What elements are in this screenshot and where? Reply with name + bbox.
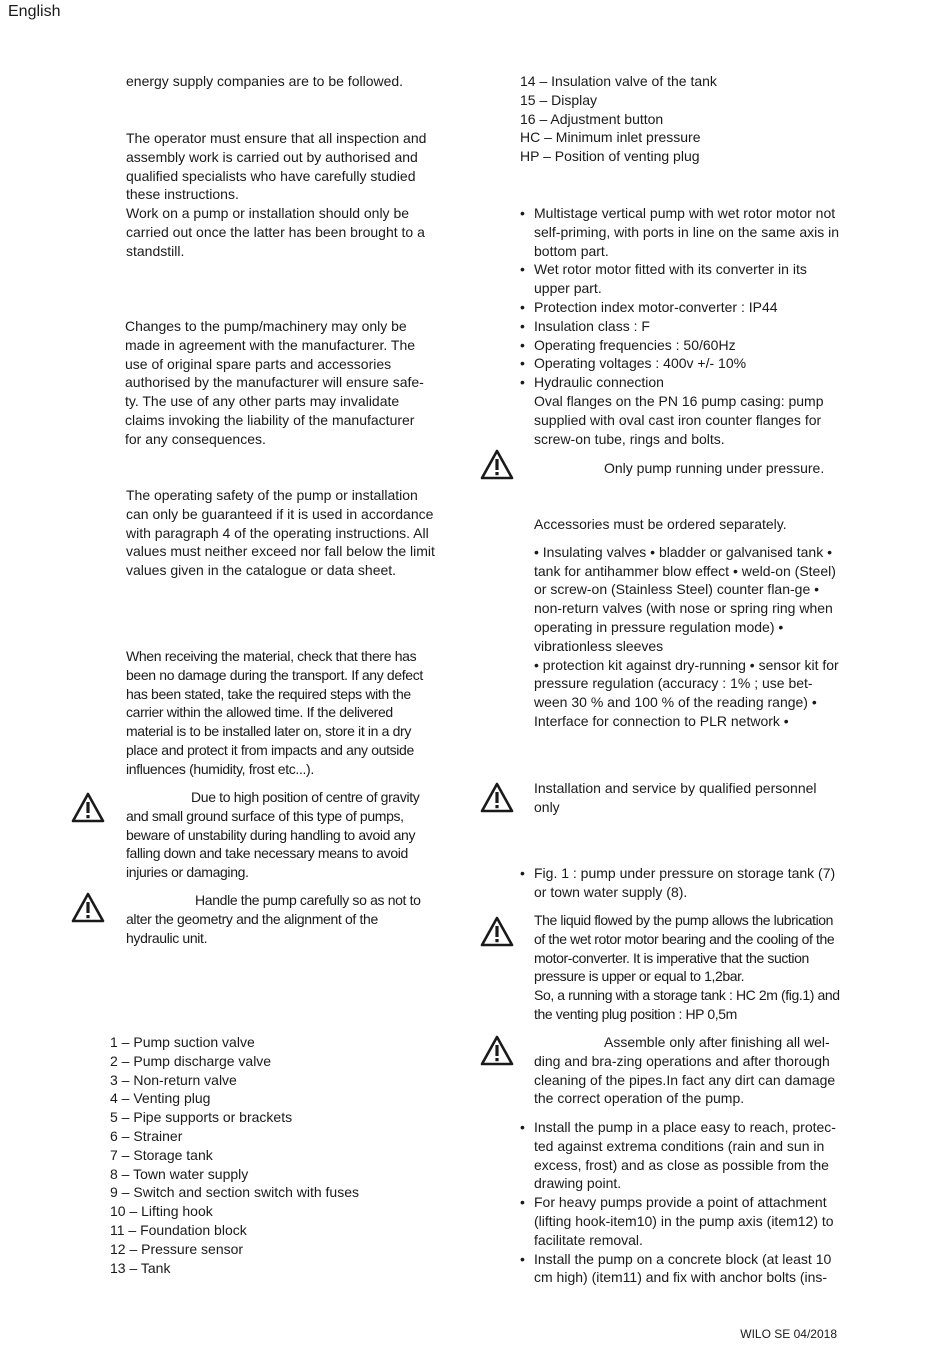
- energy-supply-line: energy supply companies are to be followed.: [126, 73, 404, 89]
- footer-text: WILO SE 04/2018: [740, 1327, 837, 1341]
- hydraulic-connection-detail: Oval flanges on the PN 16 pump casing: pump supplied with oval cast iron counter flanges for screw-on tube, rings and bolts.: [534, 392, 824, 447]
- standstill-paragraph: Work on a pump or installation should only be carried out once the latter has been brought to a standstill.: [126, 205, 425, 259]
- language-label: English: [8, 3, 61, 20]
- product-bullet: • Wet rotor motor fitted with its converter in its upper part.: [520, 260, 840, 298]
- product-description: [520, 204, 840, 448]
- warning-triangle-icon: [71, 892, 105, 924]
- legend-item: 6 – Strainer: [110, 1127, 183, 1144]
- legend-item: 4 – Venting plug: [110, 1090, 211, 1107]
- legend-item: 8 – Town water supply: [110, 1165, 249, 1182]
- product-bullet: • Hydraulic connection: [520, 373, 840, 392]
- operator-paragraph: The operator must ensure that all inspection and assembly work is carried out by authorised and qualified specialists who have carefully studied these instructions.: [126, 130, 427, 203]
- legend-item: 13 – Tank: [110, 1259, 171, 1276]
- energy-supply-text: [126, 72, 431, 91]
- legend-item: 10 – Lifting hook: [110, 1203, 213, 1220]
- install-bullet: • Install the pump in a place easy to reach, protec-ted against extrema conditions (rain and sun in excess, frost) and as close as possible from the drawing point.: [520, 1118, 840, 1193]
- product-bullet: • Protection index motor-converter : IP44: [520, 298, 840, 317]
- install-bullet: • Install the pump on a concrete block (at least 10 cm high) (item11) and fix with anchor bolts (ins-: [520, 1250, 840, 1288]
- receiving-section: [126, 647, 431, 779]
- accessories-section: [534, 515, 844, 731]
- assemble-warning: [534, 1033, 844, 1108]
- personnel-warning: [534, 779, 834, 817]
- liquid-warning-text: The liquid flowed by the pump allows the lubrication of the wet rotor motor bearing and the cooling of the motor-converter. It is imperative that the suction pressure is upper or equal to 1,2bar.: [534, 912, 835, 985]
- gravity-warning-text: Due to high position of centre of gravity and small ground surface of this type of pumps, beware of unstability during handling to avoid any falling down and take necessary means to avoid injuries or damaging.: [126, 789, 420, 881]
- accessories-list: • protection kit against dry-running • sensor kit for pressure regulation (accuracy : 1% ; use bet-ween 30 % and 100 % of the reading range) • Interface for connection to PLR network •: [534, 656, 839, 729]
- legend-item: 11 – Foundation block: [110, 1221, 247, 1238]
- warning-triangle-icon: [71, 792, 105, 824]
- legend-item: 1 – Pump suction valve: [110, 1034, 255, 1050]
- assemble-warning-text: Assemble only after finishing all wel-ding and bra-zing operations and after thorough cleaning of the pipes.In fact any dirt can damage the correct operation of the pump.: [534, 1034, 836, 1107]
- warning-triangle-icon: [480, 449, 514, 481]
- product-bullet: • Operating frequencies : 50/60Hz: [520, 336, 840, 355]
- installation-instructions: [520, 1118, 840, 1287]
- legend-item: 9 – Switch and section switch with fuses: [110, 1184, 360, 1201]
- figure-legend-right: [520, 72, 840, 166]
- legend-item: 16 – Adjustment button: [520, 110, 664, 127]
- warning-triangle-icon: [480, 916, 514, 948]
- legend-item: 2 – Pump discharge valve: [110, 1052, 272, 1069]
- legend-item: 7 – Storage tank: [110, 1146, 213, 1163]
- legend-item: HP – Position of venting plug: [520, 148, 700, 165]
- legend-item: 5 – Pipe supports or brackets: [110, 1109, 293, 1126]
- warning-triangle-icon: [480, 1035, 514, 1067]
- safety-section: [126, 486, 436, 580]
- operating-safety-paragraph: The operating safety of the pump or installation can only be guaranteed if it is used in accordance with paragraph 4 of the operating instructions. All values must neither exceed nor fall below the limit values given in the catalogue or data sheet.: [126, 487, 435, 579]
- product-bullet: • Multistage vertical pump with wet rotor motor not self-priming, with ports in line on the same axis in bottom part.: [520, 204, 840, 260]
- fig-bullet: • Fig. 1 : pump under pressure on storage tank (7) or town water supply (8).: [520, 864, 842, 902]
- operator-section: [126, 129, 431, 261]
- figure-legend-left: [110, 1033, 440, 1277]
- legend-item: HC – Minimum inlet pressure: [520, 129, 701, 146]
- product-bullet: • Operating voltages : 400v +/- 10%: [520, 354, 840, 373]
- gravity-warning: [126, 788, 431, 882]
- install-bullet: • For heavy pumps provide a point of attachment (lifting hook-item10) in the pump axis (item12) to facilitate removal.: [520, 1193, 840, 1249]
- changes-section: [125, 317, 430, 449]
- accessories-note: Accessories must be ordered separately.: [534, 516, 787, 532]
- installation-figure-note: [520, 864, 842, 902]
- legend-item: 15 – Display: [520, 91, 598, 108]
- receiving-paragraph: When receiving the material, check that there has been no damage during the transport. If any defect has been stated, take the required steps with the carrier within the allowed time. If the delivered material is to be installed later on, store it in a dry place and protect it from impacts and any outside influences (humidity, frost etc...).: [126, 648, 423, 777]
- handle-warning: [126, 891, 431, 947]
- legend-item: 14 – Insulation valve of the tank: [520, 73, 717, 89]
- pressure-warning-text: Only pump running under pressure.: [604, 460, 825, 476]
- product-bullet: • Insulation class : F: [520, 317, 840, 336]
- storage-tank-requirement: So, a running with a storage tank : HC 2m (fig.1) and the venting plug position : HP 0,5m: [534, 987, 840, 1022]
- legend-item: 12 – Pressure sensor: [110, 1240, 244, 1257]
- legend-item: 3 – Non-return valve: [110, 1071, 237, 1088]
- changes-paragraph: Changes to the pump/machinery may only be made in agreement with the manufacturer. The use of original spare parts and accessories authorised by the manufacturer will ensure safe-ty. The use of any other parts may invalidate claims invoking the liability of the manufacturer for any consequences.: [125, 318, 424, 447]
- handle-warning-text: Handle the pump carefully so as not to alter the geometry and the alignment of the hydraulic unit.: [126, 892, 421, 946]
- pressure-warning: [604, 459, 844, 478]
- accessories-list: • Insulating valves • bladder or galvanised tank • tank for antihammer blow effect • weld-on (Steel) or screw-on (Stainless Steel) counter flan-ge • non-return valves (with nose or spring ring when operating in pressure regulation mode) • vibrationless sleeves: [534, 543, 836, 654]
- personnel-warning-text: Installation and service by qualified personnel only: [534, 780, 817, 815]
- warning-triangle-icon: [480, 782, 514, 814]
- liquid-warning: [534, 911, 846, 1024]
